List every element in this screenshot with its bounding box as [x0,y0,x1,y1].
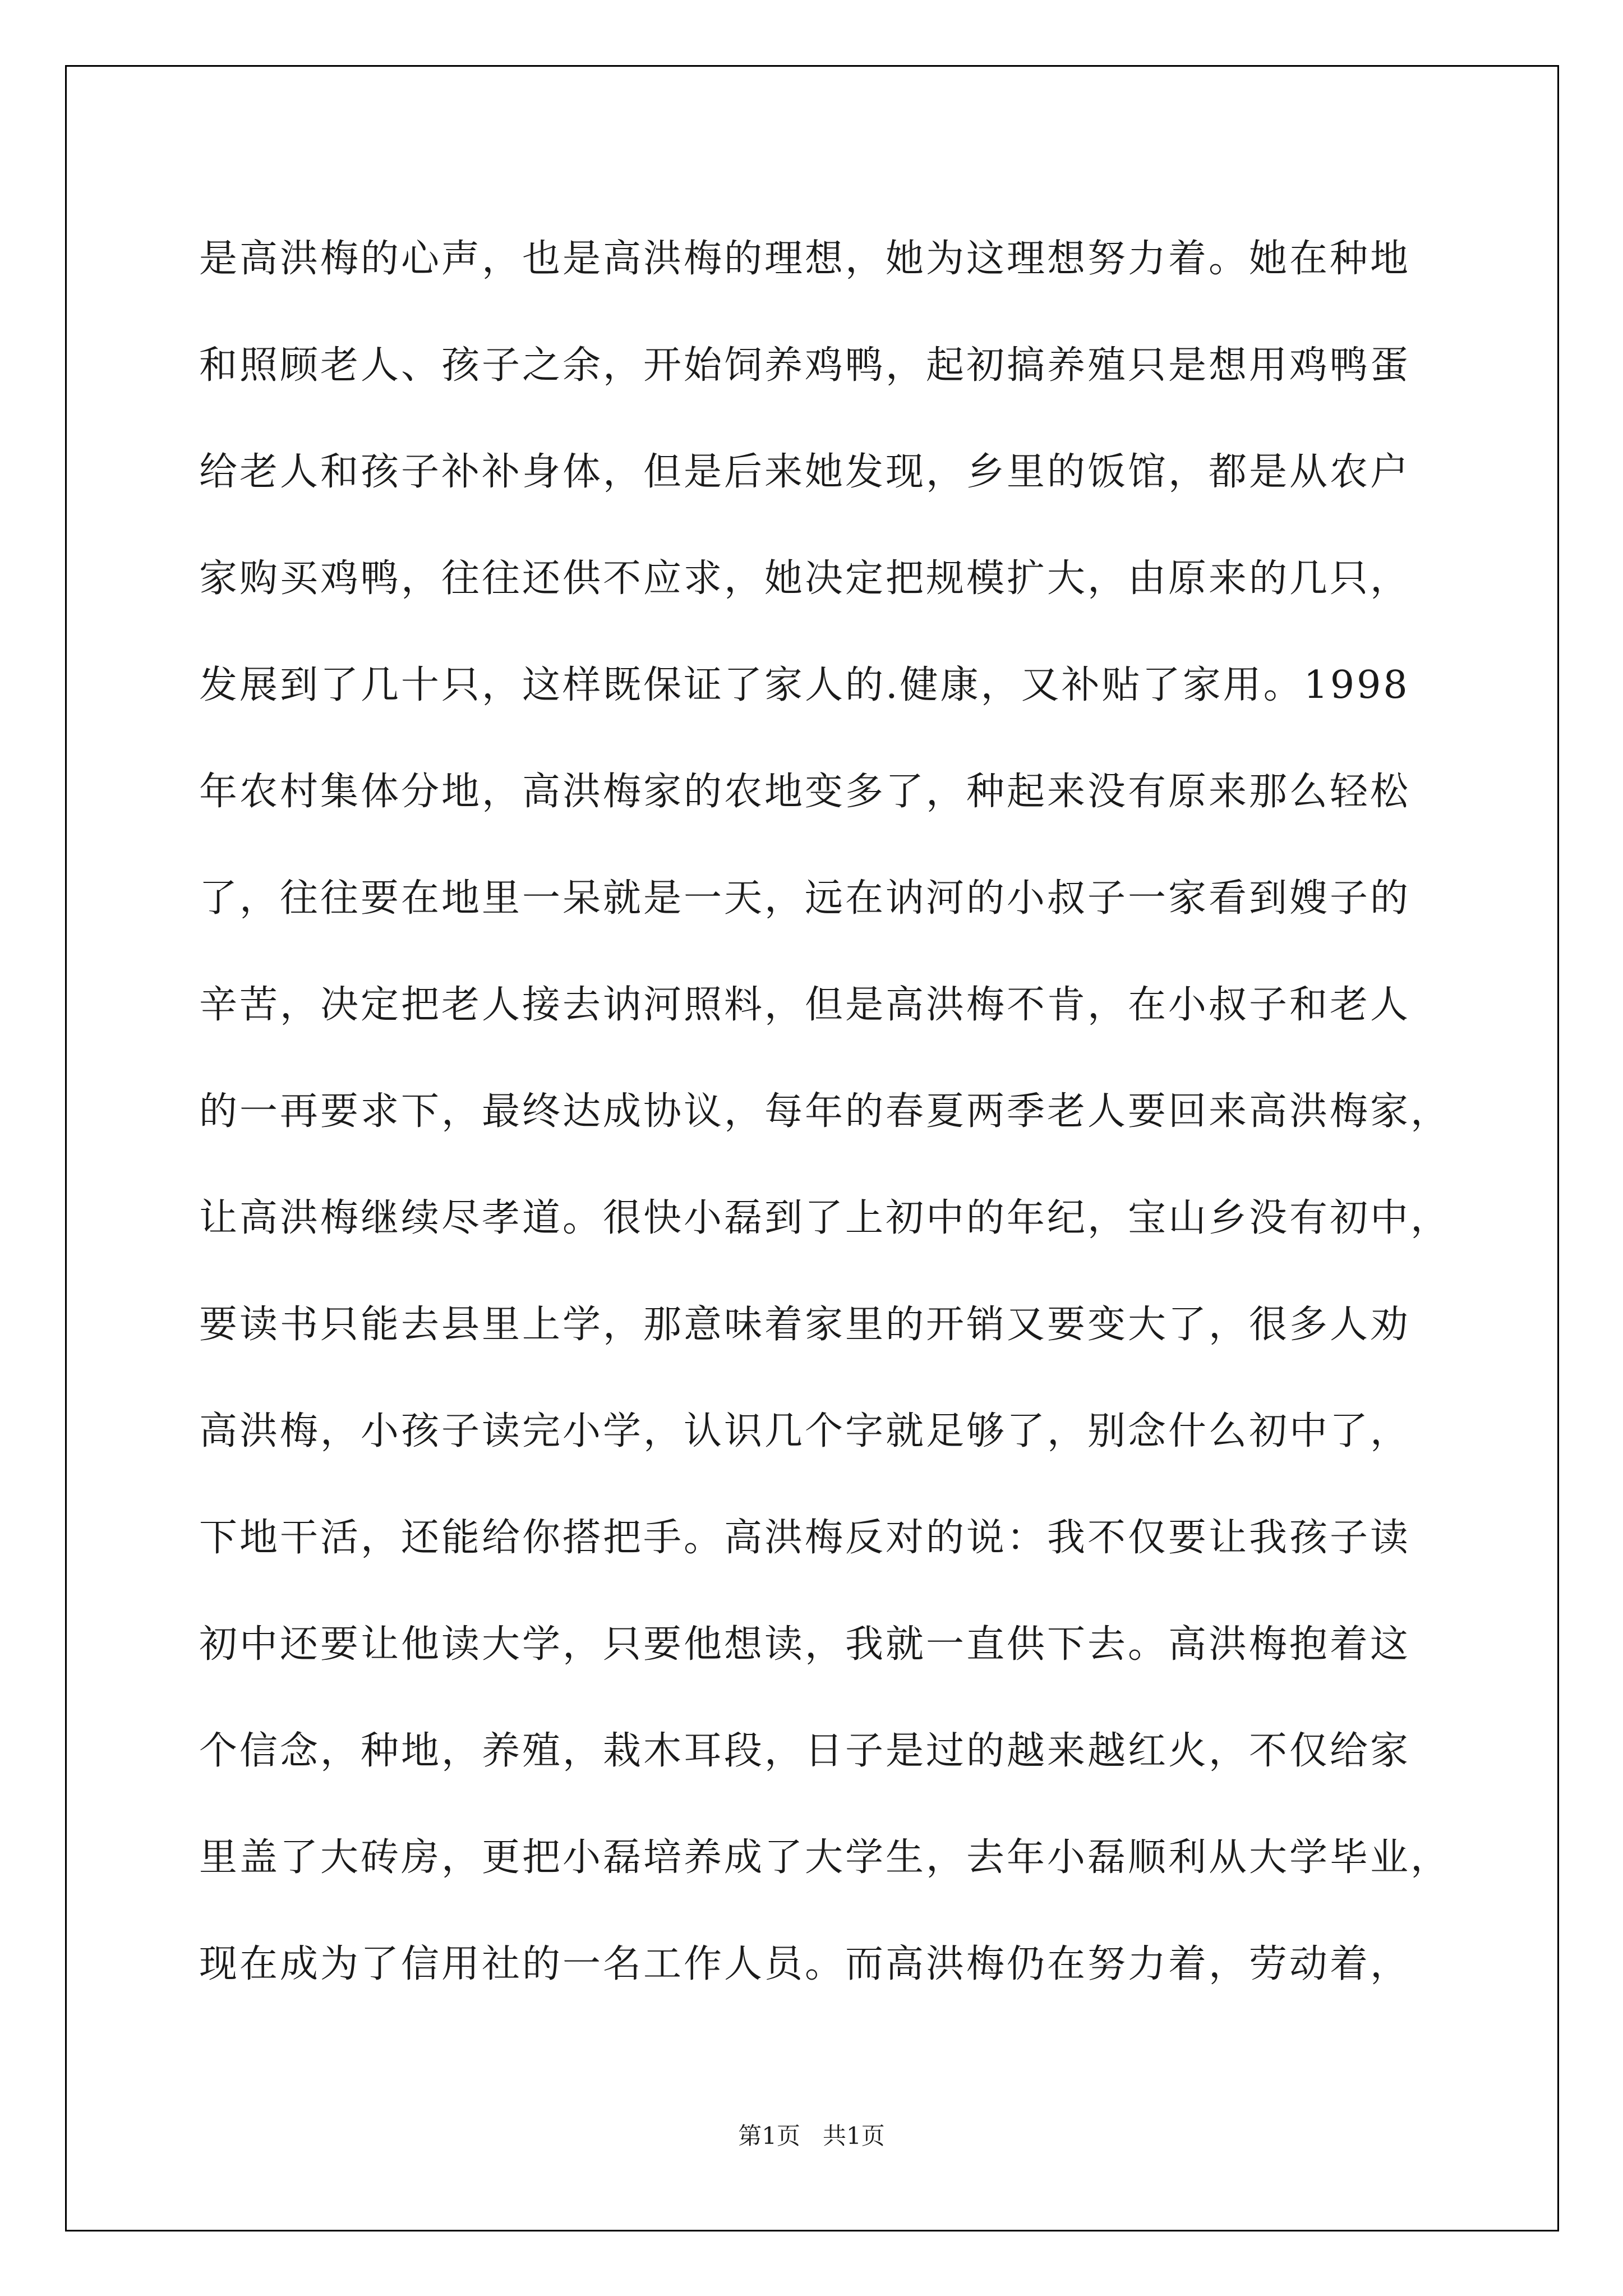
text-line: 让高洪梅继续尽孝道。很快小磊到了上初中的年纪，宝山乡没有初中， [199,1196,1451,1240]
page-number-current: 第1页 [738,2122,800,2150]
text-line: 发展到了几十只，这样既保证了家人的.健康，又补贴了家用。1998 [199,663,1410,707]
text-line: 下地干活，还能给你搭把手。高洪梅反对的说：我不仅要让我孩子读 [199,1516,1411,1560]
text-line: 和照顾老人、孩子之余，开始饲养鸡鸭，起初搞养殖只是想用鸡鸭蛋 [199,343,1411,388]
text-line: 年农村集体分地，高洪梅家的农地变多了，种起来没有原来那么轻松 [199,770,1411,814]
text-line: 了，往往要在地里一呆就是一天，远在讷河的小叔子一家看到嫂子的 [199,876,1411,921]
text-line: 高洪梅，小孩子读完小学，认识几个字就足够了，别念什么初中了， [199,1409,1411,1453]
page-number-total: 共1页 [823,2122,885,2150]
document-body [199,206,1451,2018]
text-line: 初中还要让他读大学，只要他想读，我就一直供下去。高洪梅抱着这 [199,1622,1411,1667]
text-line: 个信念，种地，养殖，栽木耳段，日子是过的越来越红火，不仅给家 [199,1729,1411,1773]
text-line: 是高洪梅的心声，也是高洪梅的理想，她为这理想努力着。她在种地 [199,237,1411,281]
page-footer [0,2119,1623,2153]
text-line: 里盖了大砖房，更把小磊培养成了大学生，去年小磊顺利从大学毕业， [199,1835,1451,1880]
text-line: 的一再要求下，最终达成协议，每年的春夏两季老人要回来高洪梅家， [199,1089,1451,1134]
text-line: 给老人和孩子补补身体，但是后来她发现，乡里的饭馆，都是从农户 [199,450,1411,494]
text-line: 现在成为了信用社的一名工作人员。而高洪梅仍在努力着，劳动着， [199,1942,1411,1986]
text-line: 家购买鸡鸭，往往还供不应求，她决定把规模扩大，由原来的几只， [199,556,1411,601]
text-line: 辛苦，决定把老人接去讷河照料，但是高洪梅不肯，在小叔子和老人 [199,983,1411,1027]
text-line: 要读书只能去县里上学，那意味着家里的开销又要变大了，很多人劝 [199,1303,1411,1347]
